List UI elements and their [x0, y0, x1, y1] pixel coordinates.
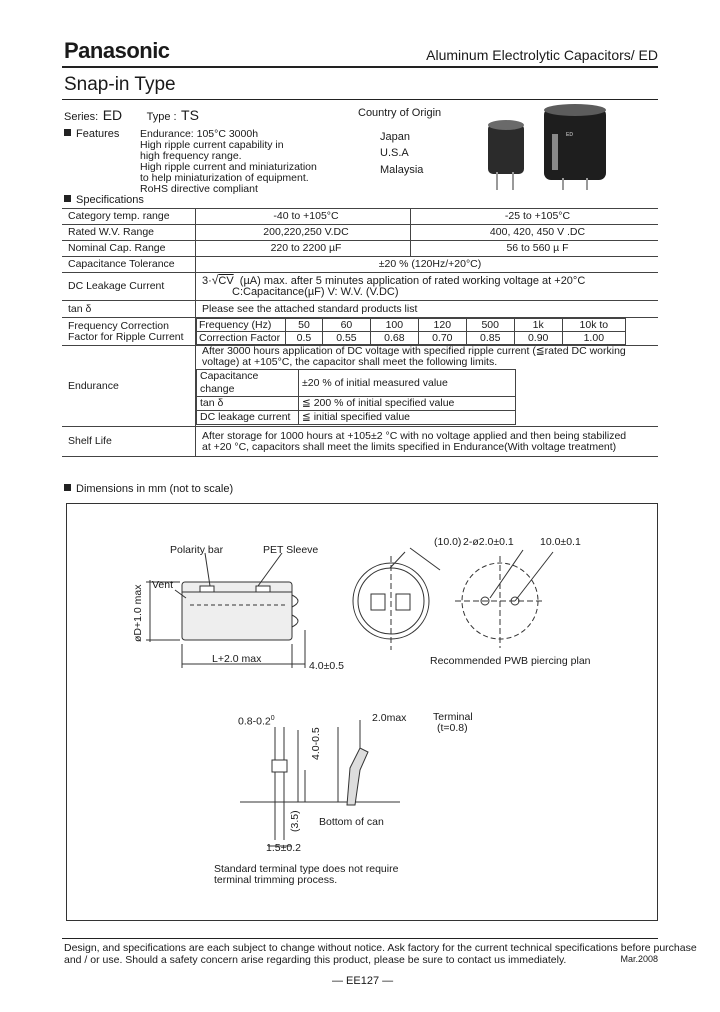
features-heading: Features	[64, 128, 119, 140]
footer-rule	[62, 938, 658, 939]
endurance-limit: ≦ 200 % of initial specified value	[299, 397, 516, 411]
factor-value: 0.55	[322, 332, 370, 345]
type-value: TS	[181, 107, 199, 123]
spec-value: -25 to +105°C	[411, 209, 659, 225]
footer-disclaimer: Design, and specifications are each subject to change without notice. Ask factory for the current technical specifications before purchase and / or use. Should a safety concern arise regarding this product, please be sure to contact us immediately.	[64, 942, 697, 966]
terminal-bent-pin	[347, 748, 368, 805]
feature-line: to help miniaturization of equipment.	[140, 172, 309, 184]
feature-line: high frequency range.	[140, 150, 242, 162]
factor-value: 0.90	[514, 332, 562, 345]
specifications-heading: Specifications	[64, 194, 144, 206]
spec-value: Please see the attached standard products list	[196, 301, 659, 318]
endurance-limit: ≦ initial specified value	[299, 411, 516, 425]
spec-label: Nominal Cap. Range	[62, 241, 196, 257]
bottom-of-can-label: Bottom of can	[319, 816, 384, 828]
svg-text:ED: ED	[566, 132, 573, 138]
brand-logo: Panasonic	[64, 38, 170, 63]
freq-value: 50	[286, 319, 323, 332]
spec-value: 3·√CV (µA) max. after 5 minutes application of rated working voltage at +20°C C:Capacitance(µF) V: W.V. (V.DC)	[196, 273, 659, 301]
pin-base-label: 1.5±0.2	[266, 842, 301, 854]
spec-value: ±20 % (120Hz/+20°C)	[196, 257, 659, 273]
freq-value: 100	[370, 319, 418, 332]
endurance-limit: ±20 % of initial measured value	[299, 370, 516, 397]
freq-value: 500	[466, 319, 514, 332]
factor-value: 0.70	[418, 332, 466, 345]
hole-dia-label: 2-ø2.0±0.1	[463, 536, 514, 548]
shelf-life-text: at +20 °C, capacitors shall meet the limits specified in Endurance(With voltage treatment)	[202, 440, 617, 453]
vent-label: Vent	[152, 579, 174, 591]
factor-value: 0.85	[466, 332, 514, 345]
series-value: ED	[102, 107, 123, 123]
pin-35-label: (3.5)	[289, 810, 301, 832]
capacitor-side-view	[182, 582, 292, 640]
freq-value: 60	[322, 319, 370, 332]
lead-length-label: 4.0±0.5	[309, 660, 344, 672]
footer-date: Mar.2008	[620, 954, 658, 964]
length-label: L+2.0 max	[212, 653, 262, 665]
spec-label: Capacitance Tolerance	[62, 257, 196, 273]
factor-value: 0.5	[286, 332, 323, 345]
spec-label: tan δ	[62, 301, 196, 318]
pet-sleeve-label: PET Sleeve	[263, 544, 319, 556]
spec-label: DC Leakage Current	[62, 273, 196, 301]
spec-label: Frequency Correction Factor for Ripple Current	[62, 318, 196, 346]
feature-line: High ripple current capability in	[140, 139, 284, 151]
cv-formula: CV	[218, 275, 234, 287]
dimensions-heading: Dimensions in mm (not to scale)	[64, 483, 233, 495]
spec-value: 56 to 560 µ F	[411, 241, 659, 257]
pwb-pitch-label: 10.0±0.1	[540, 536, 581, 548]
spec-value: 400, 420, 450 V .DC	[411, 225, 659, 241]
factor-label: Correction Factor	[197, 332, 286, 345]
pin-width-label: $0.8-0.2^0$	[238, 715, 275, 728]
endurance-item: tan δ	[197, 397, 299, 411]
product-line: Aluminum Electrolytic Capacitors/ ED	[426, 47, 658, 63]
spec-value: -40 to +105°C	[196, 209, 411, 225]
spec-label: Category temp. range	[62, 209, 196, 225]
freq-value: 10k to	[562, 319, 625, 332]
feature-line: RoHS directive compliant	[140, 183, 258, 195]
page-number: — EE127 —	[332, 975, 394, 987]
endurance-item: Capacitance change	[197, 370, 299, 397]
factor-value: 0.68	[370, 332, 418, 345]
pin-max-label: 2.0max	[372, 712, 407, 724]
pwb-caption: Recommended PWB piercing plan	[430, 655, 591, 667]
series-label: Series:	[64, 111, 99, 123]
terminal-thickness-label: (t=0.8)	[437, 722, 468, 734]
feature-line: High ripple current and miniaturization	[140, 161, 317, 173]
polarity-bar-label: Polarity bar	[170, 544, 224, 556]
freq-label: Frequency (Hz)	[197, 319, 286, 332]
dia-label: øD+1.0 max	[132, 584, 144, 642]
type-label: Type :	[146, 111, 177, 123]
page-title: Snap-in Type	[64, 74, 176, 95]
pin-length-label: 4.0-0.5	[310, 727, 322, 760]
origin-country: U.S.A	[380, 147, 409, 159]
feature-line: Endurance: 105°C 3000h	[140, 128, 259, 140]
endurance-text: voltage) at +105°C, the capacitor shall meet the following limits.	[202, 356, 498, 368]
freq-value: 120	[418, 319, 466, 332]
terminal-note: Standard terminal type does not require terminal trimming process.	[214, 863, 399, 886]
shelf-life-text: After storage for 1000 hours at +105±2 °C with no voltage applied and then being stabilized	[202, 429, 627, 442]
factor-value: 1.00	[562, 332, 625, 345]
terminal-label: Terminal	[433, 711, 473, 723]
pitch-label: (10.0)	[434, 536, 462, 548]
freq-value: 1k	[514, 319, 562, 332]
origin-country: Malaysia	[380, 164, 424, 176]
spec-value: 200,220,250 V.DC	[196, 225, 411, 241]
origin-label: Country of Origin	[358, 107, 442, 119]
endurance-item: DC leakage current	[197, 411, 299, 425]
endurance-text: After 3000 hours application of DC voltage with specified ripple current (≦rated DC working	[202, 345, 626, 357]
spec-label: Rated W.V. Range	[62, 225, 196, 241]
spec-label: Endurance	[62, 346, 196, 427]
origin-country: Japan	[380, 131, 410, 143]
spec-value: 220 to 2200 µF	[196, 241, 411, 257]
spec-label: Shelf Life	[62, 427, 196, 457]
